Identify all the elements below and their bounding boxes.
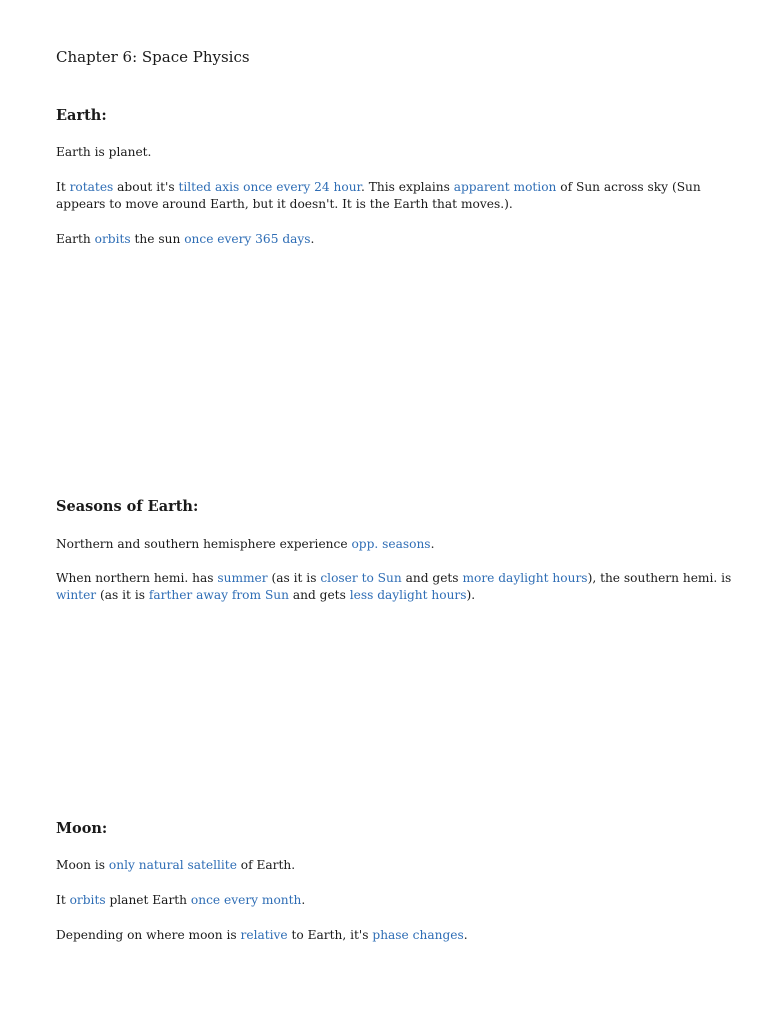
text-run: It (56, 893, 70, 907)
highlighted-term: rotates (69, 180, 114, 194)
highlighted-term: apparent motion (453, 180, 557, 194)
text-run: ), the southern hemi. is (587, 571, 732, 585)
text-run: . This explains (361, 180, 454, 194)
text-run: of Earth. (236, 858, 296, 872)
highlighted-term: phase changes (372, 928, 464, 942)
text-run: . (430, 537, 435, 551)
text-run: the sun (130, 232, 185, 246)
section-heading-earth: Earth: (56, 107, 107, 124)
highlighted-term: orbits (94, 232, 131, 246)
highlighted-term: more daylight hours (462, 571, 588, 585)
highlighted-term: farther away from Sun (148, 588, 289, 602)
highlighted-term: opp. seasons (351, 537, 431, 551)
text-run: . (301, 893, 306, 907)
section-heading-moon: Moon: (56, 820, 108, 837)
document-page (56, 0, 746, 1024)
highlighted-term: winter (56, 588, 97, 602)
text-run: Earth is planet. (56, 145, 152, 159)
paragraph (56, 927, 746, 944)
highlighted-term: relative (240, 928, 288, 942)
highlighted-term: only natural satellite (108, 858, 237, 872)
text-run: and gets (401, 571, 463, 585)
text-run: . (310, 232, 315, 246)
paragraph (56, 179, 746, 213)
text-run: (as it is (267, 571, 321, 585)
text-run: of Sun across sky (Sun appears to move around Earth, but it doesn't. It is the Earth that moves.). (56, 180, 701, 211)
text-run: It (56, 180, 70, 194)
text-run: and gets (289, 588, 350, 602)
text-run: to Earth, it's (287, 928, 373, 942)
highlighted-term: tilted axis once every 24 hour (178, 180, 362, 194)
section-heading-seasons: Seasons of Earth: (56, 498, 199, 515)
paragraph (56, 857, 746, 874)
text-run: (as it is (96, 588, 149, 602)
text-run: planet Earth (105, 893, 191, 907)
text-run: Moon is (56, 858, 109, 872)
highlighted-term: orbits (69, 893, 106, 907)
text-run: . (463, 928, 468, 942)
paragraph (56, 892, 746, 909)
paragraph (56, 570, 746, 604)
highlighted-term: once every month (190, 893, 302, 907)
text-run: Depending on where moon is (56, 928, 241, 942)
highlighted-term: closer to Sun (320, 571, 402, 585)
paragraph (56, 536, 746, 553)
paragraph (56, 231, 746, 248)
text-run: Northern and southern hemisphere experience (56, 537, 352, 551)
paragraph (56, 144, 746, 161)
chapter-title: Chapter 6: Space Physics (56, 48, 250, 66)
text-run: Earth (56, 232, 95, 246)
highlighted-term: summer (217, 571, 268, 585)
text-run: When northern hemi. has (56, 571, 218, 585)
highlighted-term: once every 365 days (184, 232, 311, 246)
text-run: about it's (113, 180, 179, 194)
text-run: ). (466, 588, 476, 602)
highlighted-term: less daylight hours (349, 588, 467, 602)
